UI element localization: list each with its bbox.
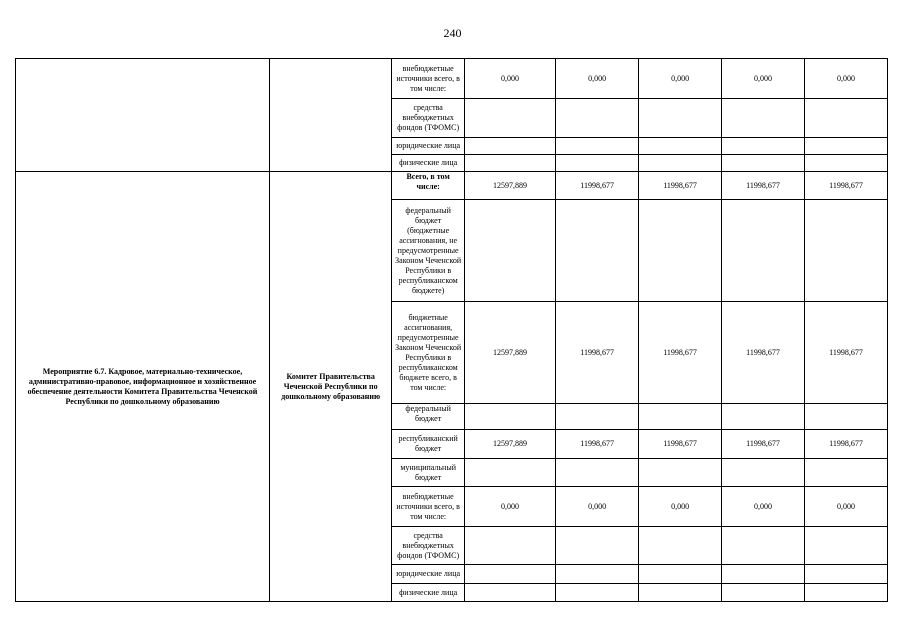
- value-cell: [804, 200, 887, 302]
- row-label: юридические лица: [392, 138, 465, 155]
- value-cell: 0,000: [464, 487, 555, 527]
- row-label: средства внебюджетных фондов (ТФОМС): [392, 99, 465, 138]
- value-cell: 0,000: [464, 59, 555, 99]
- value-cell: [639, 527, 722, 565]
- row-label: физические лица: [392, 584, 465, 602]
- row-label: муниципальный бюджет: [392, 459, 465, 487]
- value-cell: [556, 584, 639, 602]
- value-cell: 0,000: [556, 487, 639, 527]
- value-cell: [556, 99, 639, 138]
- value-cell: [804, 527, 887, 565]
- value-cell: [464, 459, 555, 487]
- value-cell: 11998,677: [804, 430, 887, 459]
- value-cell: [464, 99, 555, 138]
- row-label: средства внебюджетных фондов (ТФОМС): [392, 527, 465, 565]
- value-cell: [722, 155, 805, 172]
- value-cell: 11998,677: [556, 430, 639, 459]
- value-cell: 12597,889: [464, 302, 555, 404]
- value-cell: [722, 138, 805, 155]
- value-cell: 12597,889: [464, 430, 555, 459]
- value-cell: 0,000: [804, 487, 887, 527]
- row-label: внебюджетные источники всего, в том числе:: [392, 59, 465, 99]
- value-cell: [464, 584, 555, 602]
- value-cell: [464, 404, 555, 430]
- value-cell: [722, 459, 805, 487]
- value-cell: 11998,677: [722, 172, 805, 200]
- row-label: внебюджетные источники всего, в том числе:: [392, 487, 465, 527]
- value-cell: 0,000: [722, 487, 805, 527]
- row-label: бюджетные ассигнования, предусмотренные Законом Чеченской Республики в республиканском бюджете всего, в том числе:: [392, 302, 465, 404]
- value-cell: [556, 404, 639, 430]
- value-cell: [556, 138, 639, 155]
- value-cell: 11998,677: [556, 172, 639, 200]
- row-label: федеральный бюджет: [392, 404, 465, 430]
- value-cell: 0,000: [556, 59, 639, 99]
- value-cell: [804, 404, 887, 430]
- value-cell: [556, 527, 639, 565]
- value-cell: [639, 200, 722, 302]
- value-cell: [464, 200, 555, 302]
- value-cell: [464, 155, 555, 172]
- value-cell: [722, 404, 805, 430]
- row-label-total: Всего, в том числе:: [392, 172, 465, 200]
- value-cell: 11998,677: [722, 430, 805, 459]
- row-label: федеральный бюджет (бюджетные ассигнования, не предусмотренные Законом Чеченской Республики в республиканском бюджете): [392, 200, 465, 302]
- value-cell: [804, 155, 887, 172]
- value-cell: [464, 138, 555, 155]
- value-cell: [722, 527, 805, 565]
- value-cell: [639, 138, 722, 155]
- value-cell: 11998,677: [804, 172, 887, 200]
- executor-cell: Комитет Правительства Чеченской Республики по дошкольному образованию: [270, 172, 392, 602]
- value-cell: [639, 99, 722, 138]
- value-cell: 12597,889: [464, 172, 555, 200]
- value-cell: [804, 138, 887, 155]
- value-cell: 11998,677: [639, 430, 722, 459]
- value-cell: [464, 527, 555, 565]
- value-cell: [804, 565, 887, 584]
- row-label: физические лица: [392, 155, 465, 172]
- value-cell: [722, 99, 805, 138]
- measure-name-cell: Мероприятие 6.7. Кадровое, материально-техническое, административно-правовое, информационное и хозяйственное обеспечение деятельности Комитета Правительства Чеченской Республики по дошкольному образованию: [16, 172, 270, 602]
- value-cell: [556, 459, 639, 487]
- value-cell: [639, 459, 722, 487]
- value-cell: 0,000: [804, 59, 887, 99]
- value-cell: 11998,677: [722, 302, 805, 404]
- value-cell: [639, 584, 722, 602]
- value-cell: [804, 459, 887, 487]
- value-cell: 11998,677: [639, 302, 722, 404]
- prev-executor-cell: [270, 59, 392, 172]
- value-cell: [804, 584, 887, 602]
- value-cell: 11998,677: [556, 302, 639, 404]
- value-cell: [556, 200, 639, 302]
- value-cell: [722, 565, 805, 584]
- value-cell: [464, 565, 555, 584]
- value-cell: [722, 584, 805, 602]
- value-cell: [639, 155, 722, 172]
- value-cell: [804, 99, 887, 138]
- value-cell: [556, 565, 639, 584]
- value-cell: [639, 404, 722, 430]
- value-cell: 0,000: [639, 487, 722, 527]
- page-number: 240: [443, 26, 462, 40]
- funding-table: [15, 58, 888, 602]
- value-cell: 0,000: [639, 59, 722, 99]
- value-cell: [556, 155, 639, 172]
- value-cell: 11998,677: [804, 302, 887, 404]
- value-cell: [722, 200, 805, 302]
- row-label: республиканский бюджет: [392, 430, 465, 459]
- row-label: юридические лица: [392, 565, 465, 584]
- value-cell: [639, 565, 722, 584]
- value-cell: 0,000: [722, 59, 805, 99]
- prev-measure-cell: [16, 59, 270, 172]
- value-cell: 11998,677: [639, 172, 722, 200]
